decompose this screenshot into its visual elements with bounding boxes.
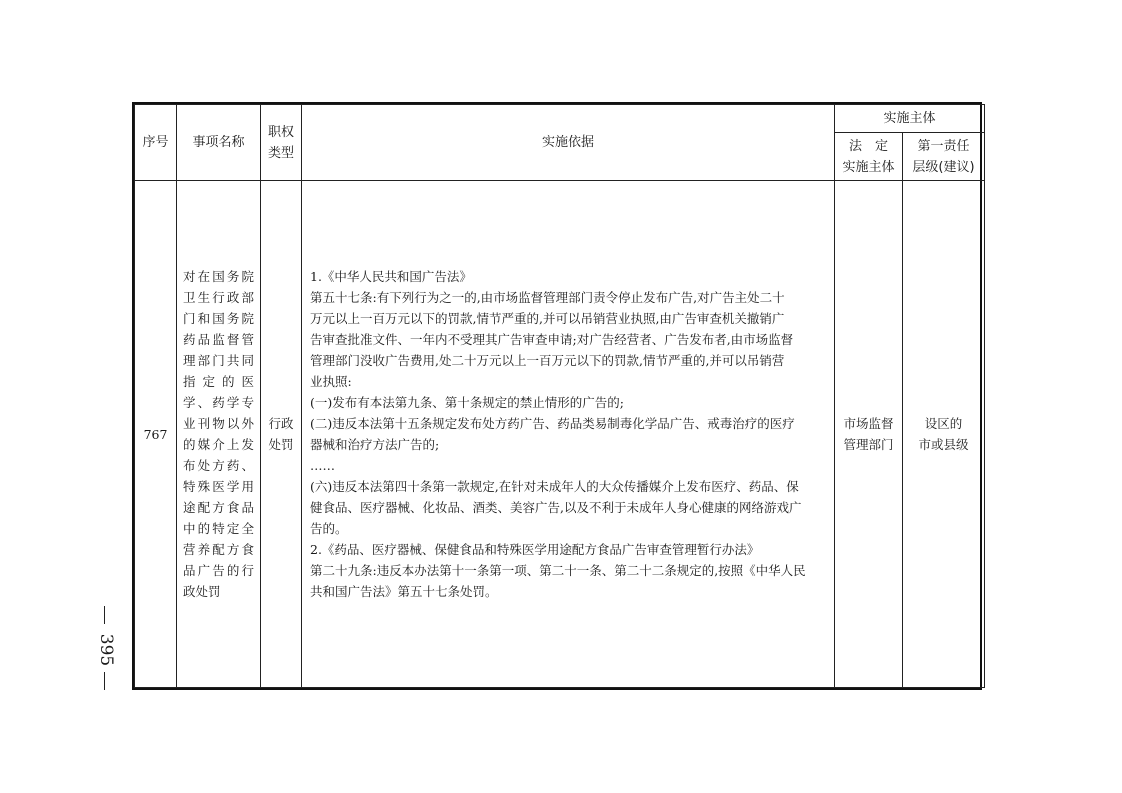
basis-line: 管理部门没收广告费用,处二十万元以上一百万元以下的罚款,情节严重的,并可以吊销营 bbox=[310, 353, 785, 368]
row-legal-subject bbox=[835, 181, 903, 688]
header-authority-type bbox=[261, 105, 302, 181]
basis-line: 万元以上一百万元以下的罚款,情节严重的,并可以吊销营业执照,由广告审查机关撤销广 bbox=[310, 311, 785, 326]
page-number-text: 395 bbox=[96, 633, 116, 667]
regulation-table bbox=[132, 102, 982, 690]
basis-line: 业执照: bbox=[310, 374, 352, 389]
name-line: 学、药学专 bbox=[183, 395, 254, 410]
name-line: 药品监督管 bbox=[183, 332, 254, 347]
name-line: 门和国务院 bbox=[183, 311, 254, 326]
basis-line: 第五十七条:有下列行为之一的,由市场监督管理部门责令停止发布广告,对广告主处二十 bbox=[310, 290, 785, 305]
basis-line: (一)发布有本法第九条、第十条规定的禁止情形的广告的; bbox=[310, 395, 624, 410]
basis-line: 器械和治疗方法广告的; bbox=[310, 437, 440, 452]
header-serial-number: 序号 bbox=[135, 105, 177, 181]
name-line: 中的特定全 bbox=[183, 521, 254, 536]
header-legal-subject-line2: 实施主体 bbox=[842, 159, 895, 175]
name-line-last: 政处罚 bbox=[183, 584, 221, 599]
header-legal-subject-line1: 法 定 bbox=[848, 138, 888, 154]
row-serial-number: 767 bbox=[135, 181, 177, 688]
name-line: 特殊医学用 bbox=[183, 479, 254, 494]
responsibility-level-line2: 市或县级 bbox=[918, 437, 969, 452]
header-legal-subject bbox=[835, 133, 903, 181]
name-line: 指定的医 bbox=[183, 374, 254, 389]
legal-subject-line2: 管理部门 bbox=[843, 437, 894, 452]
header-responsibility-level-line1: 第一责任 bbox=[917, 138, 970, 154]
name-line: 布处方药、 bbox=[183, 458, 254, 473]
table-row bbox=[135, 181, 985, 688]
page-number bbox=[92, 606, 118, 694]
header-authority-type-line1: 职权 bbox=[267, 124, 294, 140]
header-subject: 实施主体 bbox=[835, 105, 985, 133]
responsibility-level-line1: 设区的 bbox=[924, 416, 963, 431]
basis-line: (二)违反本法第十五条规定发布处方药广告、药品类易制毒化学品广告、戒毒治疗的医疗 bbox=[310, 416, 795, 431]
authority-type-line1: 行政 bbox=[268, 416, 294, 431]
name-line: 品广告的行 bbox=[183, 563, 254, 578]
row-item-name bbox=[177, 181, 261, 688]
name-line: 的媒介上发 bbox=[183, 437, 254, 452]
basis-line: (六)违反本法第四十条第一款规定,在针对未成年人的大众传播媒介上发布医疗、药品、保 bbox=[310, 479, 799, 494]
header-responsibility-level-line2: 层级(建议) bbox=[912, 159, 975, 175]
header-authority-type-line2: 类型 bbox=[267, 145, 294, 161]
row-basis bbox=[302, 181, 835, 688]
authority-type-line2: 处罚 bbox=[268, 437, 294, 452]
page-number-dash-top bbox=[104, 606, 105, 624]
header-responsibility-level bbox=[903, 133, 985, 181]
basis-line: 健食品、医疗器械、化妆品、酒类、美容广告,以及不利于未成年人身心健康的网络游戏广 bbox=[310, 500, 802, 515]
page-number-dash-bottom bbox=[104, 672, 105, 690]
name-line: 营养配方食 bbox=[183, 542, 254, 557]
name-line: 途配方食品 bbox=[183, 500, 254, 515]
name-line: 对在国务院 bbox=[183, 269, 254, 284]
header-item-name: 事项名称 bbox=[177, 105, 261, 181]
basis-line: 1.《中华人民共和国广告法》 bbox=[310, 269, 472, 284]
basis-line: …… bbox=[310, 458, 335, 473]
name-line: 理部门共同 bbox=[183, 353, 254, 368]
basis-line: 告的。 bbox=[310, 521, 348, 536]
row-authority-type bbox=[261, 181, 302, 688]
basis-line: 2.《药品、医疗器械、保健食品和特殊医学用途配方食品广告审查管理暂行办法》 bbox=[310, 542, 760, 557]
legal-subject-line1: 市场监督 bbox=[843, 416, 894, 431]
basis-line: 告审查批准文件、一年内不受理其广告审查申请;对广告经营者、广告发布者,由市场监督 bbox=[310, 332, 794, 347]
name-line: 卫生行政部 bbox=[183, 290, 254, 305]
name-line: 业刊物以外 bbox=[183, 416, 254, 431]
header-basis: 实施依据 bbox=[302, 105, 835, 181]
row-responsibility-level bbox=[903, 181, 985, 688]
basis-line: 第二十九条:违反本办法第十一条第一项、第二十一条、第二十二条规定的,按照《中华人民 bbox=[310, 563, 806, 578]
basis-line: 共和国广告法》第五十七条处罚。 bbox=[310, 584, 498, 599]
